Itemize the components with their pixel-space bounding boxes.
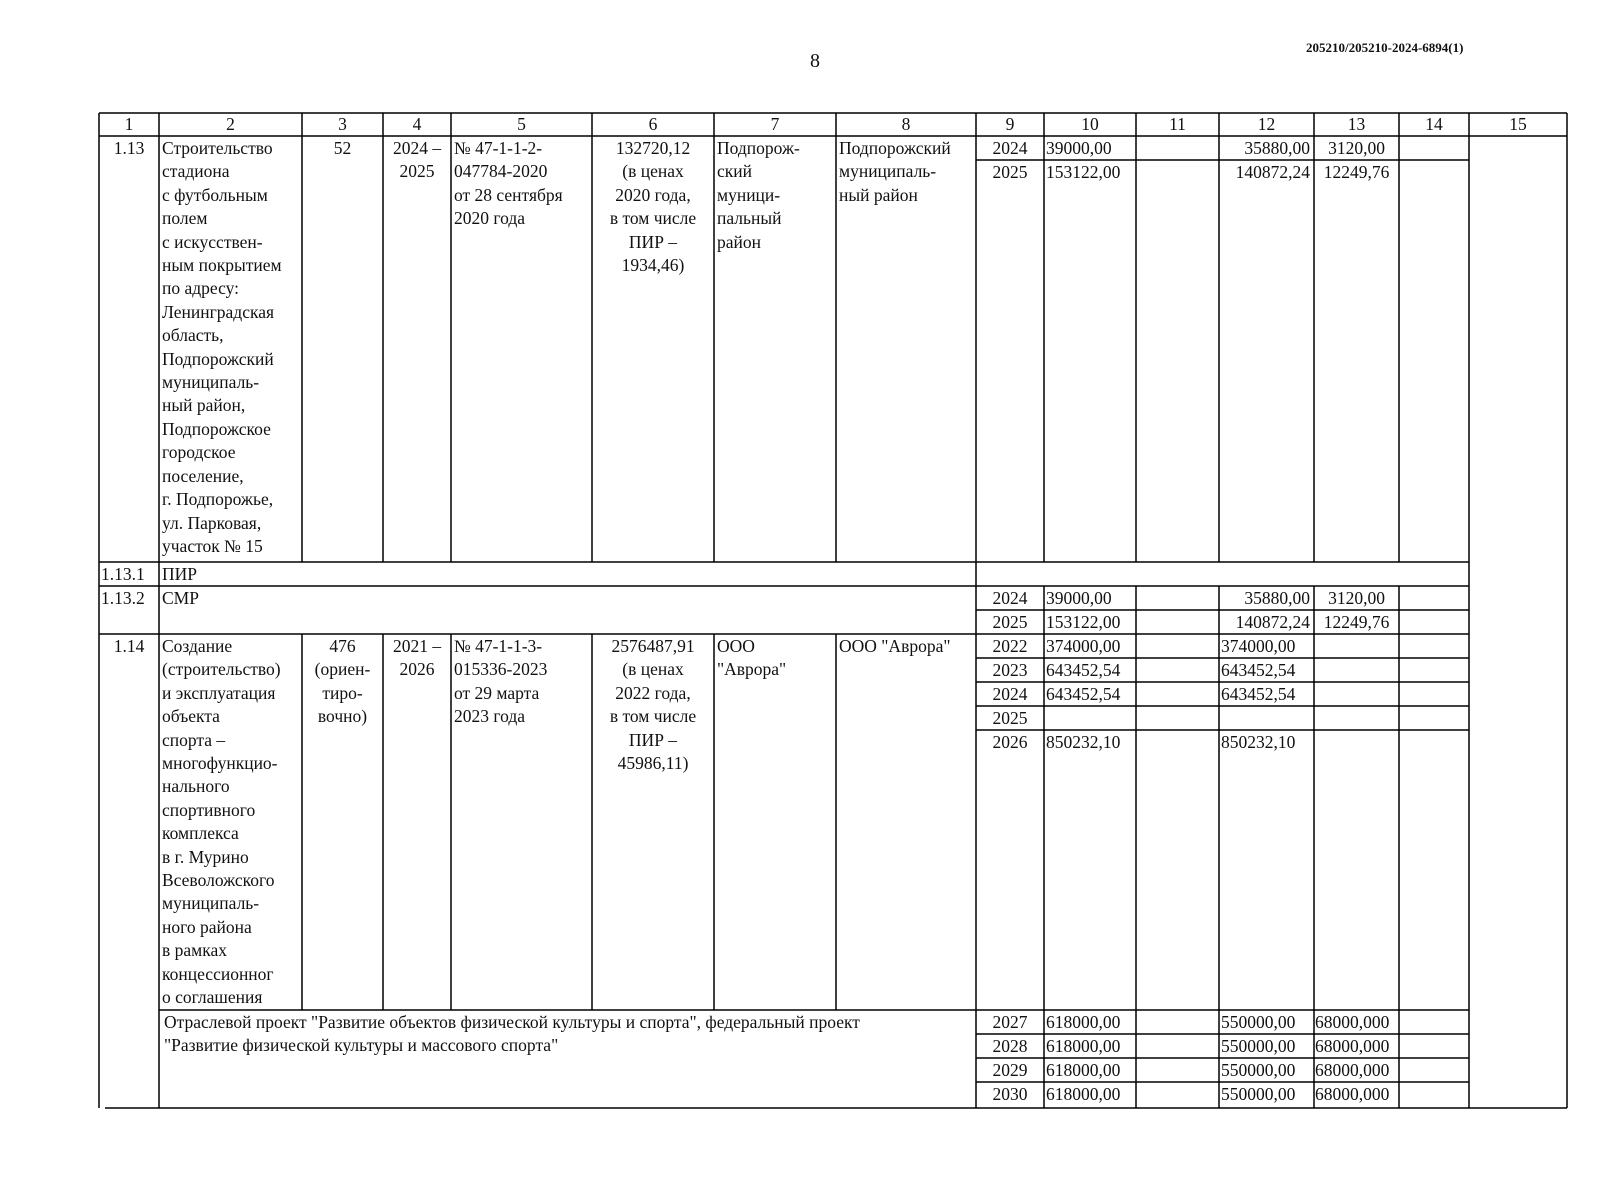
- total-amount: 153122,00: [1046, 612, 1121, 632]
- page-number: 8: [810, 50, 820, 72]
- column-header: 3: [338, 114, 347, 134]
- amount-col12: 550000,00: [1221, 1084, 1296, 1104]
- row-number: 1.13.1: [101, 564, 145, 584]
- customer: ООО "Аврора": [717, 636, 787, 680]
- year: 2029: [992, 1060, 1028, 1080]
- expertise-document: № 47-1-1-3- 015336-2023 от 29 марта 2023 года: [454, 636, 548, 727]
- estimated-cost: 2576487,91 (в ценах 2022 года, в том числе ПИР – 45986,11): [609, 636, 697, 774]
- amount-col12: 643452,54: [1221, 684, 1296, 704]
- amount-col12: 850232,10: [1221, 732, 1296, 752]
- year: 2027: [992, 1012, 1028, 1032]
- column-header: 7: [770, 114, 780, 134]
- expertise-document: № 47-1-1-2- 047784-2020 от 28 сентября 2020 года: [454, 138, 563, 229]
- year: 2025: [992, 162, 1028, 182]
- row-number: 1.13: [113, 138, 145, 158]
- amount-col12: 550000,00: [1221, 1012, 1296, 1032]
- capacity: 52: [333, 138, 352, 158]
- amount-col12: 550000,00: [1221, 1060, 1296, 1080]
- object-name: Создание (строительство) и эксплуатация объекта спорта – многофункцио- нального спортивного комплекса в г. Мурино Всеволожского муниципаль- ного района в рамках концессионног о соглашения: [162, 636, 281, 1008]
- total-amount: 618000,00: [1046, 1036, 1121, 1056]
- amount-col12: 35880,00: [1244, 588, 1310, 608]
- amount-col13: 3120,00: [1328, 138, 1385, 158]
- owner: Подпорожский муниципаль- ный район: [839, 138, 951, 205]
- total-amount: 618000,00: [1046, 1060, 1121, 1080]
- period: 2024 – 2025: [392, 138, 442, 182]
- row-number: 1.14: [113, 636, 145, 656]
- year: 2024: [992, 138, 1028, 158]
- amount-col13: 12249,76: [1323, 612, 1390, 632]
- total-amount: 850232,10: [1046, 732, 1121, 752]
- project-title: Отраслевой проект "Развитие объектов физической культуры и спорта", федеральный проект "Развитие физической культуры и массового спорта": [164, 1012, 860, 1056]
- year: 2023: [992, 660, 1028, 680]
- amount-col12: 140872,24: [1235, 612, 1310, 632]
- column-header: 14: [1425, 114, 1443, 134]
- total-amount: 39000,00: [1046, 138, 1112, 158]
- amount-col12: 140872,24: [1235, 162, 1310, 182]
- column-header: 4: [412, 114, 422, 134]
- row-number: 1.13.2: [101, 588, 145, 608]
- year: 2030: [992, 1084, 1028, 1104]
- customer: Подпорож- ский муници- пальный район: [717, 138, 800, 252]
- column-header: 11: [1169, 114, 1186, 134]
- amount-col12: 550000,00: [1221, 1036, 1296, 1056]
- amount-col13: 68000,000: [1315, 1060, 1390, 1080]
- year: 2022: [992, 636, 1028, 656]
- column-header: 8: [901, 114, 911, 134]
- period: 2021 – 2026: [392, 636, 442, 680]
- amount-col12: 374000,00: [1221, 636, 1296, 656]
- amount-col12: 35880,00: [1244, 138, 1310, 158]
- amount-col12: 643452,54: [1221, 660, 1296, 680]
- capacity: 476 (ориен- тиро- вочно): [314, 636, 371, 727]
- year: 2024: [992, 684, 1028, 704]
- object-name: СМР: [162, 588, 199, 608]
- year: 2028: [992, 1036, 1028, 1056]
- object-name: ПИР: [162, 564, 198, 584]
- column-header: 1: [124, 114, 134, 134]
- column-header: 6: [648, 114, 658, 134]
- column-header: 15: [1509, 114, 1527, 134]
- year: 2025: [992, 612, 1028, 632]
- total-amount: 618000,00: [1046, 1012, 1121, 1032]
- column-header: 10: [1081, 114, 1099, 134]
- total-amount: 643452,54: [1046, 660, 1121, 680]
- object-name: Строительство стадиона с футбольным полем с искусствен- ным покрытием по адресу: Ленинградская область, Подпорожский муниципаль- ный район, Подпорожское городское поселение, г. Подпорожье, ул. Парковая, участок № 15: [162, 138, 282, 556]
- amount-col13: 68000,000: [1315, 1084, 1390, 1104]
- year: 2025: [992, 708, 1028, 728]
- amount-col13: 12249,76: [1323, 162, 1390, 182]
- owner: ООО "Аврора": [839, 636, 951, 656]
- total-amount: 374000,00: [1046, 636, 1121, 656]
- amount-col13: 68000,000: [1315, 1012, 1390, 1032]
- estimated-cost: 132720,12 (в ценах 2020 года, в том числе ПИР – 1934,46): [609, 138, 697, 276]
- year: 2026: [992, 732, 1028, 752]
- year: 2024: [992, 588, 1028, 608]
- document-reference: 205210/205210-2024-6894(1): [1306, 40, 1464, 55]
- column-header: 13: [1347, 114, 1366, 134]
- total-amount: 643452,54: [1046, 684, 1121, 704]
- column-header: 12: [1257, 114, 1276, 134]
- column-header: 9: [1005, 114, 1015, 134]
- total-amount: 153122,00: [1046, 162, 1121, 182]
- total-amount: 39000,00: [1046, 588, 1112, 608]
- column-header: 2: [226, 114, 235, 134]
- amount-col13: 3120,00: [1328, 588, 1385, 608]
- amount-col13: 68000,000: [1315, 1036, 1390, 1056]
- total-amount: 618000,00: [1046, 1084, 1121, 1104]
- column-header: 5: [517, 114, 526, 134]
